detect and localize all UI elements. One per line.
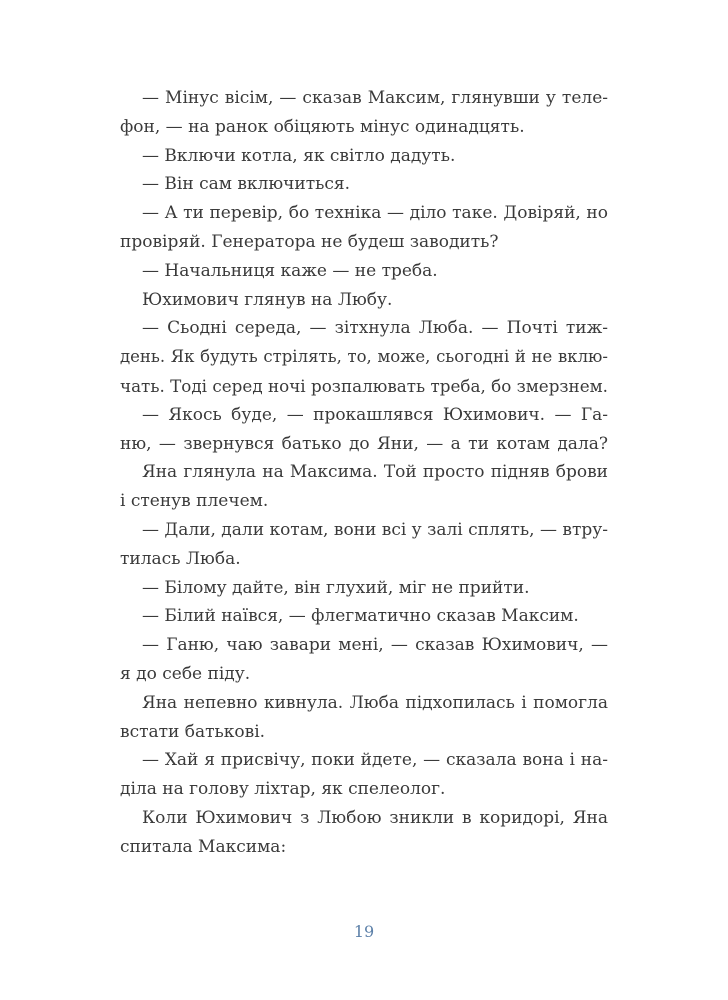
text-line: ню, — звернувся батько до Яни, — а ти котам дала?: [120, 433, 608, 454]
text-line: фон, — на ранок обіцяють мінус одинадцять.: [120, 116, 525, 137]
text-line: чать. Тоді серед ночі розпалювать треба, бо змерзнем.: [120, 375, 608, 396]
text-line: — А ти перевір, бо техніка — діло таке. Довіряй, но: [142, 203, 608, 224]
text-line: Яна непевно кивнула. Люба підхопилась і помогла: [142, 692, 608, 713]
text-line: — Він сам включиться.: [142, 174, 351, 195]
text-line: я до себе піду.: [120, 663, 251, 684]
text-line: — Мінус вісім, — сказав Максим, глянувши у теле-: [142, 88, 608, 108]
text-line: — Білому дайте, він глухий, міг не прийти.: [142, 577, 530, 598]
text-line: Юхимович глянув на Любу.: [142, 289, 393, 310]
text-line: Яна глянула на Максима. Той просто підняв брови: [142, 462, 608, 483]
text-line: — Включи котла, як світло дадуть.: [142, 145, 456, 166]
text-line: — Сьодні середа, — зітхнула Люба. — Почті тиж-: [142, 318, 608, 339]
text-line: спитала Максима:: [120, 836, 287, 857]
text-line: діла на голову ліхтар, як спелеолог.: [120, 779, 446, 800]
text-line: — Білий наївся, — флегматично сказав Максим.: [142, 606, 579, 627]
text-line: — Дали, дали котам, вони всі у залі сплять, — втру-: [142, 519, 608, 540]
text-line: — Хай я присвічу, поки йдете, — сказала вона і на-: [142, 750, 608, 771]
text-line: — Ганю, чаю завари мені, — сказав Юхимович, —: [142, 635, 608, 656]
text-line: день. Як будуть стрілять, то, може, сьогодні й не вклю-: [120, 347, 608, 367]
text-line: і стенув плечем.: [120, 491, 269, 512]
text-line: провіряй. Генератора не будеш заводить?: [120, 231, 499, 252]
text-line: встати батькові.: [120, 721, 266, 742]
page-number: 19: [353, 922, 375, 941]
text-line: — Начальниця каже — не треба.: [142, 260, 438, 281]
text-line: Коли Юхимович з Любою зникли в коридорі, Яна: [142, 807, 608, 828]
body-text: [120, 84, 608, 862]
text-line: — Якось буде, — прокашлявся Юхимович. — Га-: [142, 404, 608, 425]
text-line: тилась Люба.: [120, 548, 241, 569]
